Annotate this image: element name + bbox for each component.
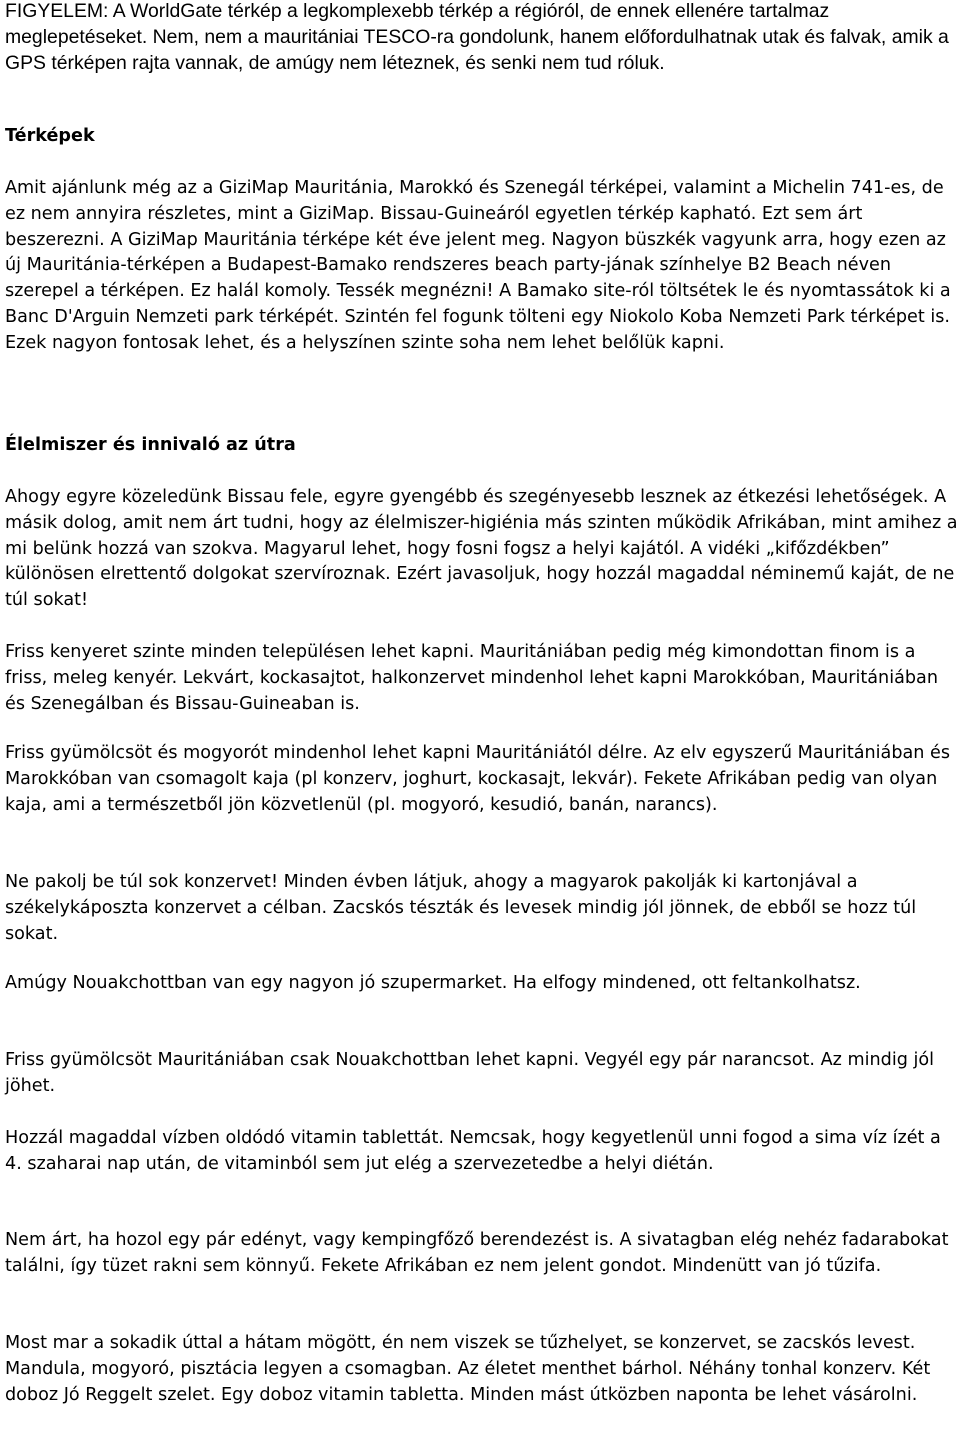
food-paragraph-1: Ahogy egyre közeledünk Bissau fele, egyre gyengébb és szegényesebb lesznek az étkezési lehetőségek. A másik dolog, amit nem árt tudni, hogy az élelmiszer-higiénia más szinten működik Afrikában, mint amihez a mi belünk hozzá van szokva. Magyarul lehet, hogy fosni fogsz a helyi kajától. A vidéki „kifőzdékben” különösen elrettentő dolgokat szervíroznak. Ezért javasoljuk, hogy hozzál magaddal néminemű kaját, de ne túl sokat! — [5, 487, 958, 611]
maps-paragraph: Amit ajánlunk még az a GiziMap Mauritánia, Marokkó és Szenegál térképei, valamint a Michelin 741-es, de ez nem annyira részletes, mint a GiziMap. Bissau-Guineáról egyetlen térkép kapható. Ezt sem árt beszerezni. A GiziMap Mauritánia térképe két éve jelent meg. Nagyon büszkék vagyunk arra, hogy ezen az új Mauritánia-térképen a Budapest-Bamako rendszeres beach party-jának színhelye B2 Beach néven szerepel a térképen. Ez halál komoly. Tessék megnézni! A Bamako site-ról töltsétek le és nyomtassátok ki a Banc D'Arguin Nemzeti park térképét. Szintén fel fogunk tölteni egy Niokolo Koba Nemzeti Park térképet is. Ezek nagyon fontosak lehet, és a helyszínen szinte soha nem lehet belőlük kapni. — [5, 178, 951, 353]
food-paragraph-3: Friss gyümölcsöt és mogyorót mindenhol lehet kapni Mauritániától délre. Az elv egyszerű Mauritániában és Marokkóban van csomagolt kaja (pl konzerv, joghurt, kockasajt, lekvár). Fekete Afrikában pedig van olyan kaja, ami a természetből jön közvetlenül (pl. mogyoró, kesudió, banán, narancs). — [5, 743, 951, 815]
food-paragraph-8: Nem árt, ha hozol egy pár edényt, vagy kempingfőző berendezést is. A sivatagban elég nehéz fadarabokat találni, így tüzet rakni sem könnyű. Fekete Afrikában ez nem jelent gondot. Mindenütt van jó tűzifa. — [5, 1230, 949, 1276]
food-paragraph-4: Ne pakolj be túl sok konzervet! Minden évben látjuk, ahogy a magyarok pakolják ki kartonjával a székelykáposzta konzervet a célban. Zacskós tészták és levesek mindig jól jönnek, de ebből se hozz túl sokat. — [5, 872, 917, 944]
intro-warning-paragraph: FIGYELEM: A WorldGate térkép a legkomplexebb térkép a régióról, de ennek ellenére tartalmaz meglepetéseket. Nem, nem a mauritániai TESCO-ra gondolunk, hanem előfordulhatnak utak és falvak, amik a GPS térképen rajta vannak, de amúgy nem léteznek, és senki nem tud róluk. — [5, 0, 949, 74]
food-paragraph-7: Hozzál magaddal vízben oldódó vitamin tablettát. Nemcsak, hogy kegyetlenül unni fogod a sima víz ízét a 4. szaharai nap után, de vitaminból sem jut elég a szervezetedbe a helyi diétán. — [5, 1128, 941, 1174]
food-paragraph-2: Friss kenyeret szinte minden településen lehet kapni. Mauritániában pedig még kimondottan finom is a friss, meleg kenyér. Lekvárt, kockasajtot, halkonzervet mindenhol lehet kapni Marokkóban, Mauritániában és Szenegálban és Bissau-Guineaban is. — [5, 642, 938, 714]
food-paragraph-9: Most mar a sokadik úttal a hátam mögött, én nem viszek se tűzhelyet, se konzervet, se zacskós levest. Mandula, mogyoró, pisztácia legyen a csomagban. Az életet menthet bárhol. Néhány tonhal konzerv. Két doboz Jó Reggelt szelet. Egy doboz vitamin tabletta. Minden mást útközben naponta be lehet vásárolni. — [5, 1333, 931, 1405]
food-paragraph-6: Friss gyümölcsöt Mauritániában csak Nouakchottban lehet kapni. Vegyél egy pár narancsot. Az mindig jól jöhet. — [5, 1050, 935, 1096]
maps-heading: Térképek — [5, 126, 95, 146]
food-heading: Élelmiszer és innivaló az útra — [5, 435, 296, 455]
food-paragraph-5: Amúgy Nouakchottban van egy nagyon jó szupermarket. Ha elfogy mindened, ott feltankolhatsz. — [5, 973, 861, 993]
